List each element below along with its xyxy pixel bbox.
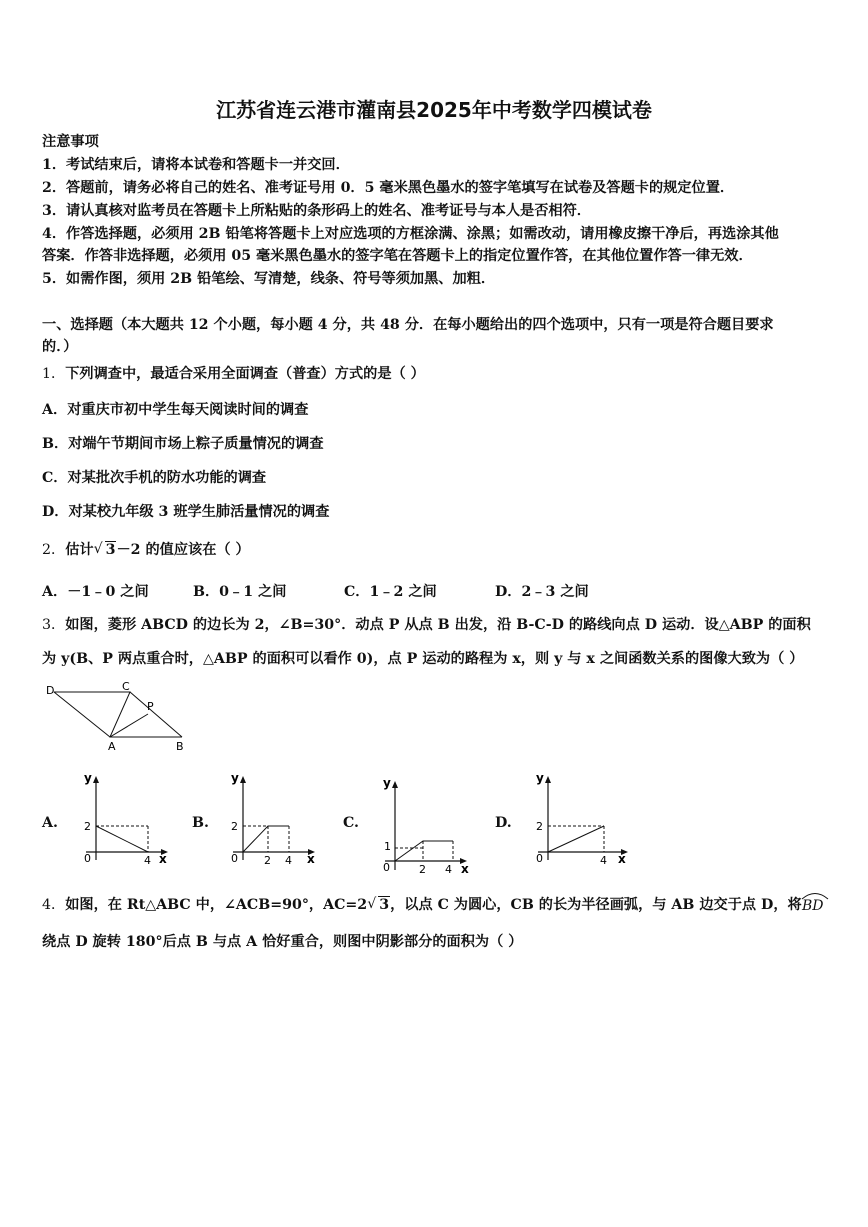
origin: 0 (383, 861, 390, 874)
question-number: 3． (42, 617, 66, 633)
notice-item: 3．请认真核对监考员在答题卡上所粘贴的条形码上的姓名、准考证号与本人是否相符． (42, 203, 591, 219)
question-stem-post: ，以点 C 为圆心，CB 的长为半径画弧，与 AB 边交于点 D，将 (390, 897, 802, 913)
sqrt-symbol (369, 895, 390, 915)
arc-bd (800, 890, 830, 920)
notice-item: 4．作答选择题，必须用 2B 铅笔将答题卡上对应选项的方框涂满、涂黑；如需改动，请用橡皮擦干净后，再选涂其他 (42, 226, 779, 242)
q2-option-c: C．1﹣2 之间 (344, 584, 437, 600)
graph-option-d-letter: D. (495, 815, 512, 831)
question-4-cont: 绕点 D 旋转 180°后点 B 与点 A 恰好重合，则图中阴影部分的面积为（ ） (42, 934, 523, 950)
tick-2-x: 2 (419, 863, 426, 875)
tick-4: 4 (144, 854, 151, 867)
question-stem-pre: 如图，在 Rt△ABC 中，∠ACB=90°，AC=2 (65, 897, 368, 913)
tick-1: 1 (384, 840, 391, 853)
question-number: 1． (42, 366, 66, 382)
question-stem-post: －2 的值应该在（ ） (116, 542, 250, 558)
tick-2-x: 2 (264, 854, 271, 867)
origin: 0 (84, 852, 91, 865)
y-label: y (383, 776, 391, 790)
q1-option-c: C．对某批次手机的防水功能的调查 (42, 470, 267, 486)
question-1 (42, 364, 425, 384)
origin: 0 (536, 852, 543, 865)
label-a: A (108, 740, 116, 753)
section-heading-cont: 的．） (42, 339, 78, 355)
radicand: 3 (105, 542, 116, 558)
page-title: 江苏省连云港市灌南县2025年中考数学四模试卷 (216, 98, 652, 122)
graph-option-a-letter: A. (42, 815, 58, 831)
x-label: x (307, 852, 315, 866)
tick-2: 2 (231, 820, 238, 833)
q2-option-a: A．－1﹣0 之间 (42, 584, 149, 600)
q1-option-a: A．对重庆市初中学生每天阅读时间的调查 (42, 402, 309, 418)
y-label: y (84, 771, 92, 785)
q2-option-d: D．2﹣3 之间 (495, 584, 589, 600)
graph-option-d (528, 770, 638, 870)
question-2 (42, 540, 250, 560)
x-label: x (159, 852, 167, 866)
q2-option-b: B．0﹣1 之间 (193, 584, 287, 600)
label-c: C (122, 680, 130, 693)
q1-option-b: B．对端午节期间市场上粽子质量情况的调查 (42, 436, 324, 452)
graph-option-b-letter: B. (192, 815, 209, 831)
label-b: B (176, 740, 184, 753)
question-stem: 如图，菱形 ABCD 的边长为 2，∠B=30°．动点 P 从点 B 出发，沿 B-C-D 的路线向点 D 运动．设△ABP 的面积 (65, 617, 811, 633)
x-label: x (618, 852, 626, 866)
origin: 0 (231, 852, 238, 865)
question-number: 2． (42, 542, 66, 558)
tick-4: 4 (445, 863, 452, 875)
notice-item: 5．如需作图，须用 2B 铅笔绘、写清楚，线条、符号等须加黑、加粗． (42, 271, 496, 287)
graph-option-a (76, 770, 176, 870)
section-heading: 一、选择题（本大题共 12 个小题，每小题 4 分，共 48 分．在每小题给出的四个选项中，只有一项是符合题目要求 (42, 317, 774, 333)
graph-option-b (223, 770, 323, 870)
label-d: D (46, 684, 55, 697)
y-label: y (536, 771, 544, 785)
notice-heading: 注意事项 (42, 134, 99, 150)
notice-item: 2．答题前，请务必将自己的姓名、准考证号用 0．5 毫米黑色墨水的签字笔填写在试卷及答题卡的规定位置． (42, 180, 735, 196)
tick-2: 2 (536, 820, 543, 833)
tick-4: 4 (600, 854, 607, 867)
question-stem: 下列调查中，最适合采用全面调查（普查）方式的是（ ） (65, 366, 425, 382)
label-p: P (147, 700, 154, 713)
question-3 (42, 615, 811, 635)
y-label: y (231, 771, 239, 785)
graph-option-c-letter: C. (343, 815, 359, 831)
notice-item: 答案．作答非选择题，必须用 05 毫米黑色墨水的签字笔在答题卡上的指定位置作答，在其他位置作答一律无效． (42, 248, 753, 264)
radicand: 3 (379, 897, 390, 913)
question-number: 4． (42, 897, 66, 913)
q1-option-d: D．对某校九年级 3 班学生肺活量情况的调查 (42, 504, 330, 520)
question-3-cont: 为 y(B、P 两点重合时，△ABP 的面积可以看作 0)，点 P 运动的路程为 x，则 y 与 x 之间函数关系的图像大致为（ ） (42, 651, 804, 667)
question-stem-pre: 估计 (65, 542, 94, 558)
tick-2: 2 (84, 820, 91, 833)
arc-label: BD (802, 898, 824, 914)
notice-item: 1．考试结束后，请将本试卷和答题卡一并交回． (42, 157, 350, 173)
graph-option-c (375, 775, 475, 875)
question-4 (42, 895, 802, 915)
x-label: x (461, 862, 469, 875)
sqrt-symbol (96, 540, 117, 560)
rhombus-figure (40, 680, 200, 756)
tick-4: 4 (285, 854, 292, 867)
